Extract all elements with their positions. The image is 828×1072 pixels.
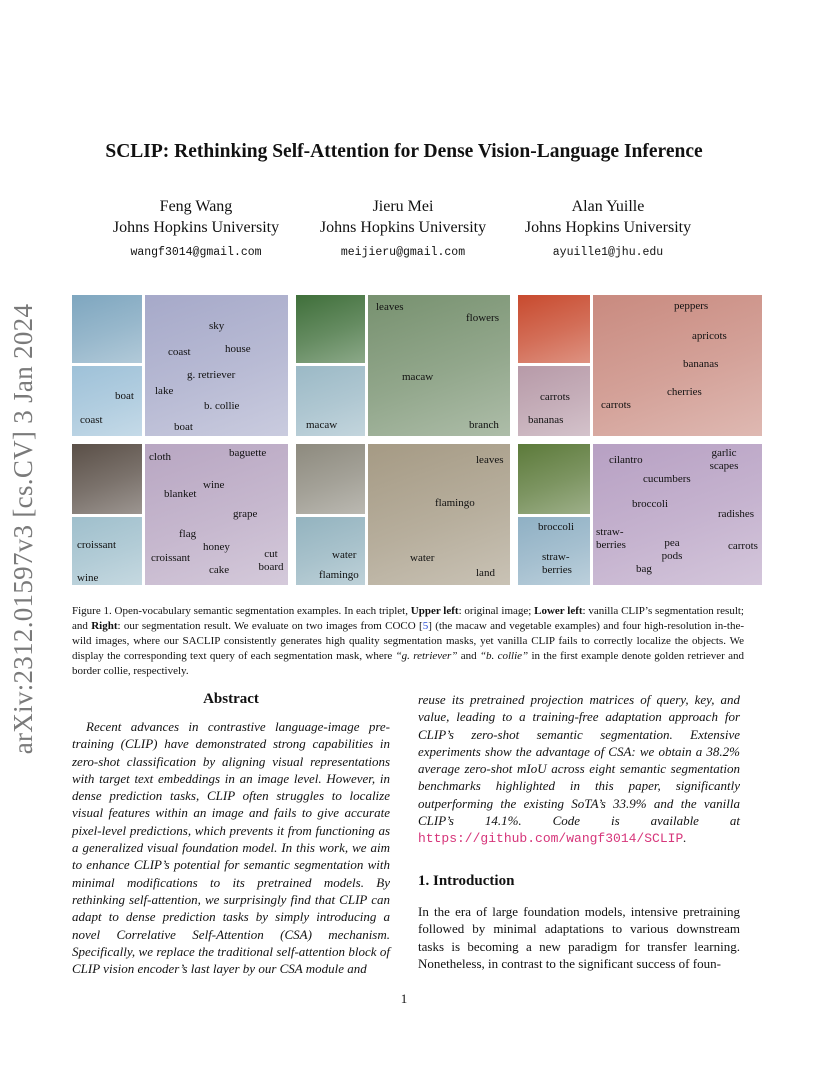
image-ours-boat [145, 295, 288, 436]
seg-label: bag [636, 563, 652, 575]
image-original-vegetables [518, 295, 590, 363]
image-ours-market [593, 444, 762, 585]
seg-label: cucumbers [643, 473, 691, 485]
seg-label: flamingo [435, 497, 475, 509]
image-clip-flamingo [296, 517, 365, 585]
seg-label: house [225, 343, 251, 355]
author-3 [498, 196, 718, 263]
seg-label: branch [469, 419, 499, 431]
author-1 [86, 196, 306, 263]
seg-label: bananas [528, 414, 564, 426]
seg-label: straw-berries [596, 526, 626, 551]
seg-label: cut board [258, 548, 284, 573]
seg-label: carrots [728, 540, 758, 552]
seg-label: croissant [77, 539, 117, 551]
image-original-flamingo [296, 444, 365, 514]
seg-label: coast [80, 414, 103, 426]
author-name: Alan Yuille [571, 198, 645, 215]
author-email[interactable]: wangf3014@gmail.com [130, 246, 262, 259]
seg-label: carrots [601, 399, 631, 411]
image-clip-macaw [296, 366, 365, 436]
image-clip-picnic [72, 517, 142, 585]
seg-label: g. retriever [187, 369, 236, 381]
seg-label: sky [209, 320, 225, 332]
seg-label: b. collie [204, 400, 240, 412]
seg-label: land [476, 567, 495, 579]
seg-label: baguette [229, 447, 267, 459]
arxiv-stamp: arXiv:2312.01597v3 [cs.CV] 3 Jan 2024 [8, 303, 38, 755]
seg-label: garlic scapes [709, 447, 739, 472]
seg-label: cake [209, 564, 230, 576]
seg-label: bananas [683, 358, 719, 370]
image-ours-vegetables [593, 295, 762, 436]
seg-label: water [410, 552, 435, 564]
seg-label: flowers [466, 312, 499, 324]
abstract-continuation: reuse its pretrained projection matrices of query, key, and value, leading to a training-free adaptation approach for CLIP’s zero-shot semantic segmentation. Extensive experiments show the advantage of CSA: we obtain a 38.2% average zero-shot mIoU across eight semantic segmentation benchmarks highlighted in this paper, significantly outperforming the existing SoTA’s 33.9% and the vanilla CLIP’s 14.1%. Code is available at https://github.com/wangf3014/SCLIP. [418, 692, 740, 847]
section-heading-introduction: 1. Introduction [418, 873, 515, 889]
seg-label: cilantro [609, 454, 643, 466]
seg-label: cherries [667, 386, 702, 398]
abstract-heading: Abstract [203, 691, 259, 707]
seg-label: leaves [476, 454, 504, 466]
image-ours-flamingo [368, 444, 510, 585]
seg-label: blanket [164, 488, 197, 500]
seg-label: croissant [151, 552, 191, 564]
seg-label: leaves [376, 301, 404, 313]
seg-label: boat [115, 390, 134, 402]
seg-label: pea pods [661, 537, 683, 562]
code-link[interactable]: https://github.com/wangf3014/SCLIP [418, 831, 684, 847]
author-affiliation: Johns Hopkins University [112, 219, 280, 236]
seg-label: straw-berries [542, 551, 572, 576]
figure-caption: Figure 1. Open-vocabulary semantic segmentation examples. In each triplet, Upper left: original image; Lower left: vanilla CLIP’s segmentation result; and Right: our segmentation result. We evaluate on two images from COCO [5] (the macaw and vegetable examples) and four high-resolution in-the-wild images, where our SACLIP consistently generates high quality segmentation masks, yet vanilla CLIP fails to correctly localize the objects. We display the corresponding text query of each segmentation mask, where “g. retriever” and “b. collie” in the first example denote golden retriever and border collie, respectively. [72, 605, 745, 677]
image-ours-picnic [145, 444, 288, 585]
image-original-boat [72, 295, 142, 363]
seg-label: radishes [718, 508, 755, 520]
seg-label: macaw [306, 419, 338, 431]
seg-label: honey [203, 541, 230, 553]
author-email[interactable]: ayuille1@jhu.edu [552, 246, 664, 259]
seg-label: peppers [674, 300, 709, 312]
seg-label: flamingo [319, 569, 359, 581]
seg-label: flag [179, 528, 197, 540]
seg-label: carrots [540, 391, 570, 403]
image-original-macaw [296, 295, 365, 363]
image-clip-market [518, 517, 590, 585]
author-2 [293, 196, 513, 263]
page-number: 1 [400, 991, 408, 1006]
seg-label: boat [174, 421, 193, 433]
seg-label: macaw [402, 371, 434, 383]
seg-label: grape [233, 508, 258, 520]
seg-label: wine [77, 572, 99, 584]
introduction-body: In the era of large foundation models, intensive pretraining followed by minimal adaptations to various downstream tasks is becoming a new paradigm for transfer learning. Nonetheless, in contrast to the significant success of foun- [418, 904, 740, 971]
paper-title: SCLIP: Rethinking Self-Attention for Dense Vision-Language Inference [105, 141, 703, 162]
author-affiliation: Johns Hopkins University [319, 219, 487, 236]
author-affiliation: Johns Hopkins University [524, 219, 692, 236]
author-email[interactable]: meijieru@gmail.com [340, 246, 466, 259]
author-name: Feng Wang [159, 198, 233, 215]
seg-label: water [332, 549, 357, 561]
image-ours-macaw [368, 295, 510, 436]
citation-link[interactable]: 5 [422, 620, 429, 632]
author-name: Jieru Mei [372, 198, 434, 215]
seg-label: lake [155, 385, 174, 397]
image-original-picnic [72, 444, 142, 514]
seg-label: coast [168, 346, 191, 358]
image-original-market [518, 444, 590, 514]
seg-label: broccoli [538, 521, 575, 533]
image-clip-boat [72, 366, 142, 436]
seg-label: wine [203, 479, 225, 491]
figure-1 [72, 295, 762, 585]
seg-label: broccoli [632, 498, 669, 510]
seg-label: cloth [149, 451, 171, 463]
image-clip-vegetables [518, 366, 590, 436]
seg-label: apricots [692, 330, 727, 342]
abstract-body: Recent advances in contrastive language-image pre-training (CLIP) have demonstrated strong capabilities in zero-shot classification by aligning visual representations with target text embeddings in an image level. However, in dense prediction tasks, CLIP often struggles to localize visual features within an image and fails to give accurate pixel-level predictions, which prevents it from functioning as a generalized visual foundation model. In this work, we aim to enhance CLIP’s potential for semantic segmentation with minimal modifications to its pretrained models. By rethinking self-attention, we surprisingly find that CLIP can adapt to dense prediction tasks by simply introducing a novel Correlative Self-Attention (CSA) mechanism. Specifically, we replace the traditional self-attention block of CLIP vision encoder’s last layer by our CSA module and [72, 719, 390, 977]
